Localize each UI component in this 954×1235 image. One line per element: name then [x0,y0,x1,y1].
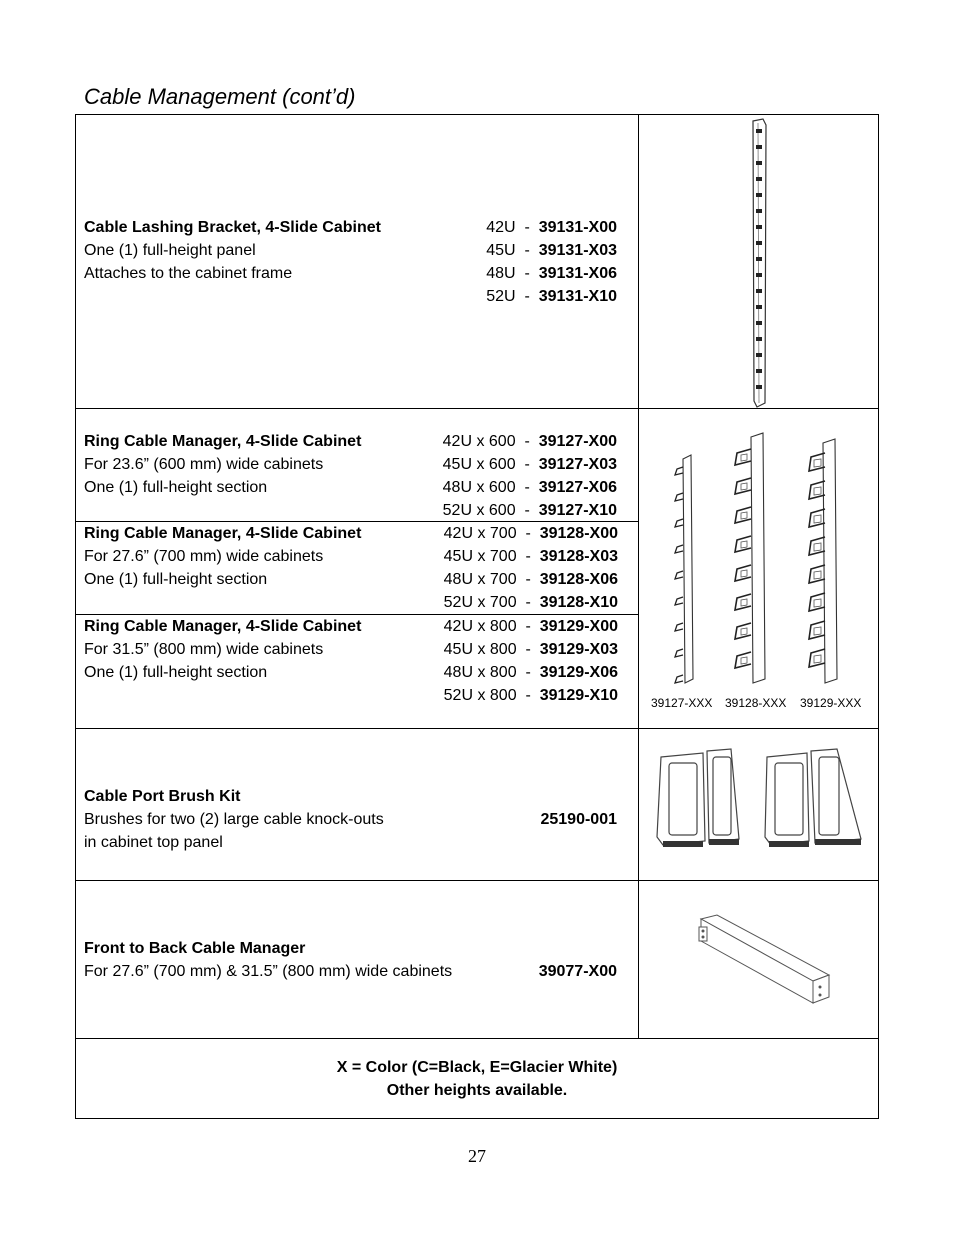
product-detail: in cabinet top panel [84,834,223,851]
product-detail: For 23.6” (600 mm) wide cabinets [84,456,324,473]
product-detail: One (1) full-height section [84,479,268,496]
front-back-manager-illustration [639,881,878,1039]
ring-caption-700: 39128-XXX [725,696,787,710]
part-number-line: 48U x 800 - 39129-X06 [443,664,618,681]
ring-cable-manager-illustration [639,409,878,699]
part-number-list [444,522,618,614]
heights-note: Other heights available. [386,1082,568,1099]
part-number-list [486,216,617,308]
part-number-line: 48U x 600 - 39127-X06 [442,479,617,496]
footnote-row [76,1039,878,1118]
part-number-line: 52U - 39131-X10 [486,288,617,305]
product-detail: Attaches to the cabinet frame [84,265,293,282]
ring-800-section [76,614,639,727]
product-name: Ring Cable Manager, 4-Slide Cabinet [84,618,362,635]
product-detail: For 31.5” (800 mm) wide cabinets [84,641,324,658]
ring-cable-manager-description [76,409,639,728]
part-number-list [444,615,618,707]
brush-kit-illustration [639,729,878,881]
part-number-line: 45U x 800 - 39129-X03 [443,641,618,658]
part-number-line: 42U x 600 - 39127-X00 [442,433,617,450]
product-name: Ring Cable Manager, 4-Slide Cabinet [84,525,362,542]
front-back-manager-row [76,881,878,1039]
part-number-line: 48U - 39131-X06 [486,265,617,282]
ring-manager-800-drawing [809,439,837,683]
part-number-line: 45U - 39131-X03 [486,242,617,259]
part-number-line: 52U x 700 - 39128-X10 [443,594,618,611]
ring-caption-600: 39127-XXX [651,696,713,710]
brush-kit-row [76,729,878,881]
lashing-bracket-illustration [639,115,878,409]
brush-kit-image-cell [639,729,878,880]
product-name: Cable Port Brush Kit [84,788,241,805]
ring-700-section [76,521,639,614]
ring-manager-700-drawing [735,433,765,683]
product-name: Ring Cable Manager, 4-Slide Cabinet [84,433,362,450]
part-number-line: 45U x 600 - 39127-X03 [442,456,617,473]
product-detail: One (1) full-height section [84,571,268,588]
part-number-line: 52U x 800 - 39129-X10 [443,687,618,704]
lashing-bracket-row [76,115,878,409]
product-name: Front to Back Cable Manager [84,940,306,957]
part-number-line: 42U x 700 - 39128-X00 [443,525,618,542]
part-number: 25190-001 [540,811,617,828]
front-back-manager-description [76,881,639,1038]
color-note: X = Color (C=Black, E=Glacier White) [336,1059,618,1076]
product-detail: Brushes for two (2) large cable knock-outs [84,811,384,828]
ring-caption-800: 39129-XXX [800,696,862,710]
product-detail: One (1) full-height panel [84,242,256,259]
product-detail: One (1) full-height section [84,664,268,681]
page-title: Cable Management (cont’d) [84,84,356,109]
brush-kit-description [76,729,639,880]
part-number-line: 42U x 800 - 39129-X00 [443,618,618,635]
product-detail: For 27.6” (700 mm) wide cabinets [84,548,324,565]
product-detail: For 27.6” (700 mm) & 31.5” (800 mm) wide cabinets [84,963,453,980]
part-number-list [443,430,617,522]
part-number: 39077-X00 [538,963,617,980]
part-number-line: 42U - 39131-X00 [486,219,617,236]
ring-cable-manager-row [76,409,878,729]
part-number-line: 48U x 700 - 39128-X06 [443,571,618,588]
front-back-manager-image-cell [639,881,878,1038]
page-number: 27 [468,1146,486,1166]
part-number-line: 45U x 700 - 39128-X03 [443,548,618,565]
catalog-table [75,114,879,1119]
lashing-bracket-image-cell [639,115,878,408]
product-name: Cable Lashing Bracket, 4-Slide Cabinet [84,219,381,236]
ring-manager-600-drawing [675,455,693,683]
part-number-line: 52U x 600 - 39127-X10 [442,502,617,519]
ring-cable-manager-image-cell [639,409,878,728]
lashing-bracket-description [76,115,639,408]
